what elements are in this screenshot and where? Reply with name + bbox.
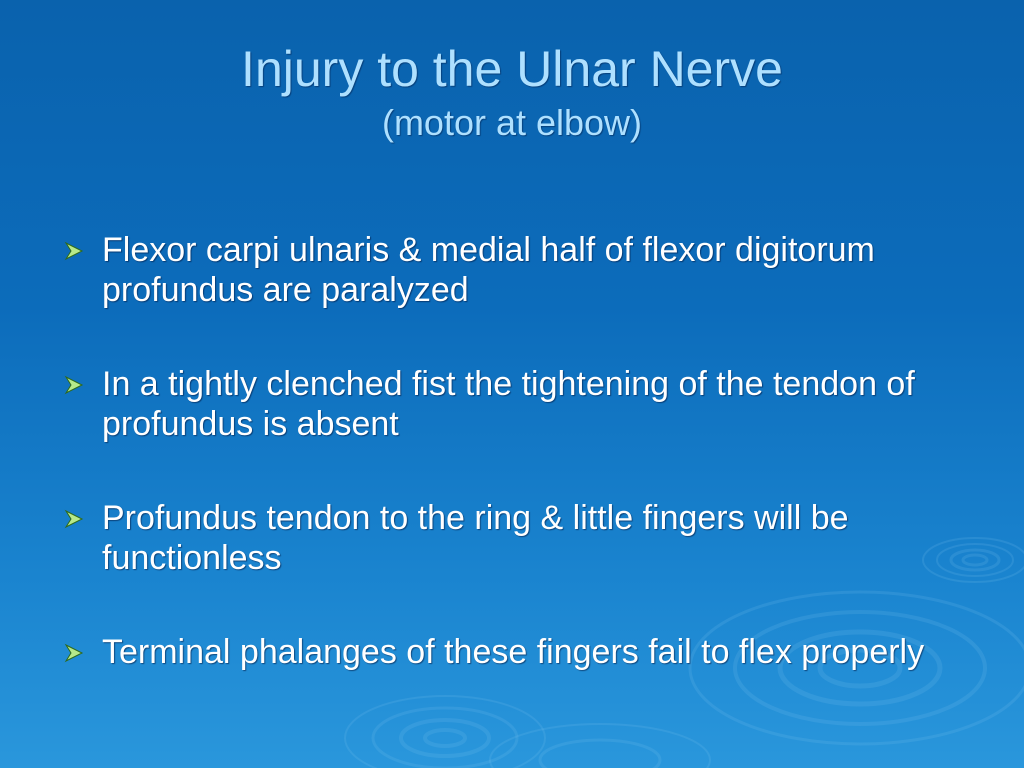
bullet-text: Flexor carpi ulnaris & medial half of flexor digitorum profundus are paralyzed <box>102 231 875 309</box>
bullet-item <box>62 230 962 310</box>
bullet-text: In a tightly clenched fist the tightening of the tendon of profundus is absent <box>102 365 915 443</box>
arrowhead-bullet-icon <box>62 241 86 261</box>
arrowhead-bullet-icon <box>62 643 86 663</box>
bullet-item <box>62 632 962 672</box>
bullet-text: Terminal phalanges of these fingers fail to flex properly <box>102 633 925 671</box>
bullet-item <box>62 364 962 444</box>
bullet-item <box>62 498 962 578</box>
bullet-text: Profundus tendon to the ring & little fingers will be functionless <box>102 499 849 577</box>
bullet-list <box>62 230 962 672</box>
arrowhead-bullet-icon <box>62 375 86 395</box>
title-block <box>0 38 1024 146</box>
slide-subtitle: (motor at elbow) <box>381 102 643 143</box>
arrowhead-bullet-icon <box>62 509 86 529</box>
slide-title: Injury to the Ulnar Nerve <box>241 41 783 97</box>
